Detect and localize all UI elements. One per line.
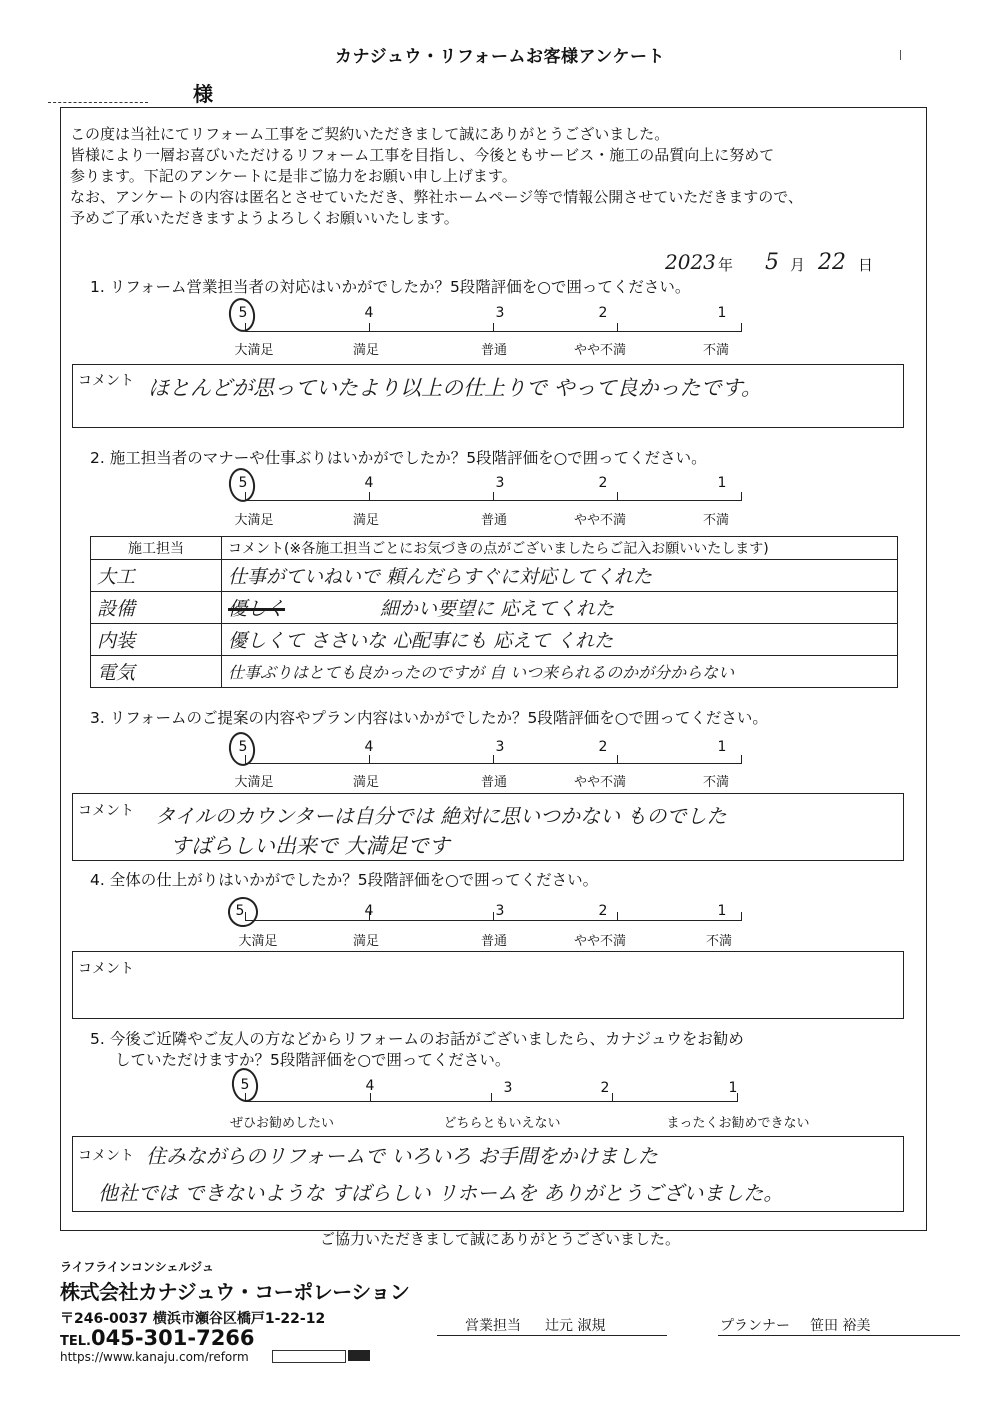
rating-4[interactable]: 4 — [364, 903, 374, 919]
rating-3[interactable]: 3 — [495, 475, 505, 491]
rating-5[interactable]: 5 — [238, 305, 248, 321]
honorific: 様 — [193, 82, 213, 106]
comment-label: コメント — [78, 961, 134, 977]
scale-label-3: 普通 — [480, 775, 508, 790]
staff-role: 設備 — [91, 592, 222, 624]
company-phone — [60, 1326, 255, 1350]
comment-label: コメント — [78, 373, 134, 389]
search-button-graphic — [348, 1350, 370, 1361]
table-row — [91, 656, 898, 688]
planner — [718, 1315, 960, 1336]
scale-label-3: 普通 — [480, 934, 508, 949]
staff-comment: 細かい要望に 応えてくれた — [380, 598, 615, 620]
intro-line: 予めご了承いただきますようよろしくお願いいたします。 — [70, 209, 459, 227]
rating-3[interactable]: 3 — [495, 739, 505, 755]
sales-rep-label: 営業担当 — [465, 1318, 521, 1334]
comment-label: コメント — [78, 803, 134, 819]
table-row — [91, 624, 898, 656]
question-5-line-2: していただけますか？5段階評価を○で囲ってください。 — [115, 1051, 511, 1069]
staff-role: 電気 — [91, 656, 222, 688]
question-3: 3. リフォームのご提案の内容やプラン内容はいかがでしたか？5段階評価を○で囲ってください。 — [90, 709, 768, 727]
scale-label-3: 普通 — [480, 343, 508, 358]
rating-5[interactable]: 5 — [238, 475, 248, 491]
rating-2[interactable]: 2 — [600, 1080, 610, 1096]
company-url[interactable]: https://www.kanaju.com/reform — [60, 1350, 249, 1364]
scale-label-4: 満足 — [352, 343, 380, 358]
comment-box-4[interactable] — [72, 951, 904, 1019]
staff-role: 内装 — [91, 624, 222, 656]
date-day-unit: 日 — [858, 256, 874, 274]
rating-1[interactable]: 1 — [717, 475, 727, 491]
rating-1[interactable]: 1 — [717, 305, 727, 321]
scale-label-3: どちらともいえない — [443, 1116, 561, 1131]
header-role: 施工担当 — [91, 537, 222, 560]
thanks-message: ご協力いただきまして誠にありがとうございました。 — [319, 1230, 680, 1248]
margin-mark — [900, 50, 901, 60]
rating-2[interactable]: 2 — [598, 903, 608, 919]
table-row — [91, 592, 898, 624]
rating-4[interactable]: 4 — [364, 305, 374, 321]
phone-number: 045-301-7266 — [90, 1326, 255, 1350]
staff-comment[interactable]: 優しくて ささいな 心配事にも 応えて くれた — [222, 624, 898, 656]
scale-label-2: やや不満 — [573, 513, 627, 528]
scale-label-2: やや不満 — [573, 775, 627, 790]
comment-text-3a: タイルのカウンターは自分では 絶対に思いつかない ものでした — [155, 804, 727, 828]
scale-label-2: やや不満 — [573, 343, 627, 358]
planner-name: 笹田 裕美 — [810, 1318, 871, 1334]
scale-label-5: 大満足 — [234, 513, 274, 528]
question-4: 4. 全体の仕上がりはいかがでしたか？5段階評価を○で囲ってください。 — [90, 871, 599, 889]
planner-label: プランナー — [720, 1318, 790, 1334]
rating-1[interactable]: 1 — [728, 1080, 738, 1096]
staff-comment[interactable]: 仕事ぶりはとても良かったのですが 自 いつ来られるのかが分からない — [222, 656, 898, 688]
phone-label: TEL. — [60, 1334, 91, 1349]
intro-line: 皆様により一層お喜びいただけるリフォーム工事を目指し、今後ともサービス・施工の品質向上に努めて — [70, 146, 775, 164]
comment-text-5a: 住みながらのリフォームで いろいろ お手間をかけました — [146, 1144, 658, 1168]
scale-label-1: 不満 — [702, 343, 730, 358]
company-address: 〒246-0037 横浜市瀬谷区橋戸1-22-12 — [60, 1311, 326, 1327]
date-month: 5 — [765, 250, 779, 275]
rating-1[interactable]: 1 — [717, 903, 727, 919]
question-2: 2. 施工担当者のマナーや仕事ぶりはいかがでしたか？5段階評価を○で囲ってください。 — [90, 449, 707, 467]
rating-1[interactable]: 1 — [717, 739, 727, 755]
intro-line: この度は当社にてリフォーム工事をご契約いただきまして誠にありがとうございました。 — [70, 125, 670, 143]
question-1: 1. リフォーム営業担当者の対応はいかがでしたか？5段階評価を○で囲ってください。 — [90, 278, 691, 296]
rating-2[interactable]: 2 — [598, 305, 608, 321]
scale-label-5: 大満足 — [234, 775, 274, 790]
scale-label-2: やや不満 — [573, 934, 627, 949]
sales-rep — [437, 1315, 667, 1336]
comment-text-1: ほとんどが思っていたより以上の仕上りで やって良かったです。 — [148, 376, 762, 400]
rating-3[interactable]: 3 — [495, 903, 505, 919]
scale-label-4: 満足 — [352, 934, 380, 949]
struck-text: 優しく — [228, 598, 286, 620]
staff-comment-table — [90, 536, 898, 688]
scale-label-4: 満足 — [352, 513, 380, 528]
comment-text-3b: すばらしい出来で 大満足です — [170, 834, 450, 858]
rating-5[interactable]: 5 — [235, 903, 245, 919]
date-year: 2023 — [665, 250, 716, 274]
comment-text-5b: 他社では できないような すばらしい リホームを ありがとうございました。 — [98, 1181, 784, 1205]
rating-2[interactable]: 2 — [598, 475, 608, 491]
company-tagline: ライフラインコンシェルジュ — [60, 1260, 214, 1274]
intro-text — [70, 124, 920, 229]
rating-4[interactable]: 4 — [365, 1078, 375, 1094]
staff-role: 大工 — [91, 560, 222, 592]
table-row — [91, 560, 898, 592]
rating-4[interactable]: 4 — [364, 475, 374, 491]
date-year-unit: 年 — [718, 256, 734, 274]
date-day: 22 — [818, 250, 846, 275]
rating-5[interactable]: 5 — [238, 739, 248, 755]
rating-5[interactable]: 5 — [240, 1077, 250, 1093]
survey-title: カナジュウ・リフォームお客様アンケート — [335, 47, 665, 67]
scale-label-5: 大満足 — [234, 343, 274, 358]
sales-rep-name: 辻元 淑規 — [545, 1318, 606, 1334]
rating-3[interactable]: 3 — [503, 1080, 513, 1096]
scale-label-1: 不満 — [705, 934, 733, 949]
header-comment: コメント(※各施工担当ごとにお気づきの点がございましたらご記入お願いいたします) — [222, 537, 898, 560]
staff-comment[interactable]: 仕事がていねいで 頼んだらすぐに対応してくれた — [222, 560, 898, 592]
scale-label-1: 不満 — [702, 775, 730, 790]
company-name: 株式会社カナジュウ・コーポレーション — [60, 1280, 410, 1304]
customer-name-line — [48, 102, 148, 103]
date-month-unit: 月 — [790, 256, 806, 274]
comment-label: コメント — [78, 1148, 134, 1164]
scale-label-4: 満足 — [352, 775, 380, 790]
scale-label-5: 大満足 — [238, 934, 278, 949]
scale-label-3: 普通 — [480, 513, 508, 528]
search-box-graphic — [272, 1350, 346, 1363]
table-header-row — [91, 537, 898, 560]
question-5-line-1: 5. 今後ご近隣やご友人の方などからリフォームのお話がございましたら、カナジュウをお勧め — [90, 1030, 744, 1048]
rating-4[interactable]: 4 — [364, 739, 374, 755]
scale-label-5: ぜひお勧めしたい — [229, 1116, 335, 1131]
intro-line: なお、アンケートの内容は匿名とさせていただき、弊社ホームページ等で情報公開させていただきますので、 — [70, 188, 803, 206]
intro-line: 参ります。下記のアンケートに是非ご協力をお願い申し上げます。 — [70, 167, 517, 185]
scale-label-1: まったくお勧めできない — [666, 1116, 810, 1131]
scale-label-1: 不満 — [702, 513, 730, 528]
rating-2[interactable]: 2 — [598, 739, 608, 755]
rating-3[interactable]: 3 — [495, 305, 505, 321]
staff-comment-cell[interactable] — [222, 592, 898, 624]
